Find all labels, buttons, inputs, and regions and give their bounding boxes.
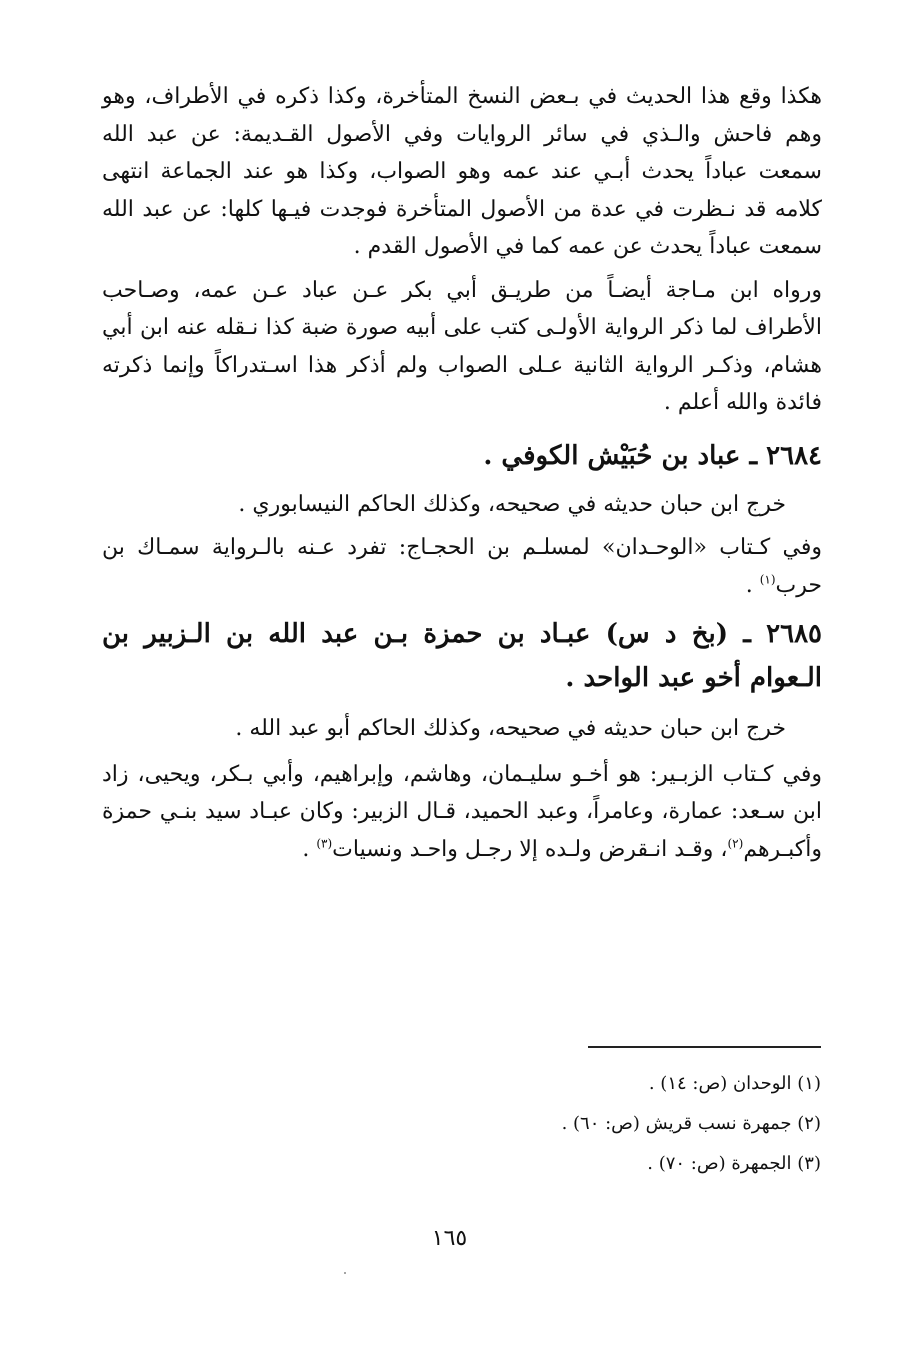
entry-2684-heading: ٢٦٨٤ ـ عباد بن حُبَيْش الكوفي . — [483, 440, 822, 471]
entry-2684-line-1: خرج ابن حبان حديثه في صحيحه، وكذلك الحاكم النيسابوري . — [238, 491, 786, 517]
entry-2685-line-2-end: . — [302, 836, 317, 862]
footnote-separator — [588, 1046, 821, 1048]
footnotes-list — [421, 1064, 821, 1184]
entry-2684-line-2-end: . — [745, 572, 760, 598]
paragraph-2: ورواه ابن مـاجة أيضـاً من طريـق أبي بكر عـن عباد عـن عمه، وصـاحب الأطراف لما ذكر الرواية الأولـى كتب على أبيه صورة ضبة كذا نـقله عنه ابن أبي هشام، وذكـر الرواية الثانية عـلى الصواب ولم أذكر هذا اسـتدراكاً وإنما ذكرته فائدة والله أعلم . — [102, 277, 822, 415]
footnote-2: (٢) جمهرة نسب قريش (ص: ٦٠) . — [561, 1113, 821, 1134]
footnote-ref-1: (١) — [759, 572, 776, 587]
entry-2684-line-2 — [102, 529, 822, 604]
entry-2685-line-1: خرج ابن حبان حديثه في صحيحه، وكذلك الحاكم أبو عبد الله . — [235, 716, 786, 741]
entry-2685-line-2-text: وفي كـتاب الزبـير: هو أخـو سليـمان، وهاشم، وإبراهيم، وأبي بـكر، ويحيى، زاد ابن سـعد: عمارة، وعامراً، وعبد الحميد، قـال الزبير: وكان عبـاد سيد بنـي حمزة وأكبـرهم — [102, 761, 822, 862]
footnote-ref-2: (٢) — [727, 836, 744, 851]
entry-2685-heading: ٢٦٨٥ ـ (بخ د س) عبـاد بن حمزة بـن عبد الله بن الـزبير بن الـعوام أخو عبد الواحد . — [102, 619, 822, 693]
entry-2685-line-2-mid: ، وقـد انـقرض ولـده إلا رجـل واحـد ونسيات — [332, 836, 728, 862]
entry-2685-line-2 — [102, 756, 822, 869]
paragraph-1: هكذا وقع هذا الحديث في بـعض النسخ المتأخرة، وكذا ذكره في الأطراف، وهو وهم فاحش والـذي في سائر الروايات وفي الأصول القـديمة: عن عبد الله سمعت عباداً يحدث أبـي عند عمه وهو الصواب، وكذا هو عند الجماعة انتهى كلامه قد نـظرت في عدة من الأصول المتأخرة فوجدت فيـها كلها: عن عبد الله سمعت عباداً يحدث عن عمه كما في الأصول القدم . — [102, 84, 822, 259]
scan-speck — [344, 1272, 346, 1274]
entry-2684-line-2-text: وفي كـتاب «الوحـدان» لمسلـم بن الحجـاج: تفرد عـنه بالـرواية سمـاك بن حرب — [102, 535, 822, 598]
page-body — [102, 78, 822, 868]
footnote-ref-3: (٣) — [316, 836, 333, 851]
footnote-3: (٣) الجمهرة (ص: ٧٠) . — [647, 1153, 821, 1174]
footnote-1: (١) الوحدان (ص: ١٤) . — [648, 1073, 821, 1094]
page-number: ١٦٥ — [431, 1226, 468, 1251]
